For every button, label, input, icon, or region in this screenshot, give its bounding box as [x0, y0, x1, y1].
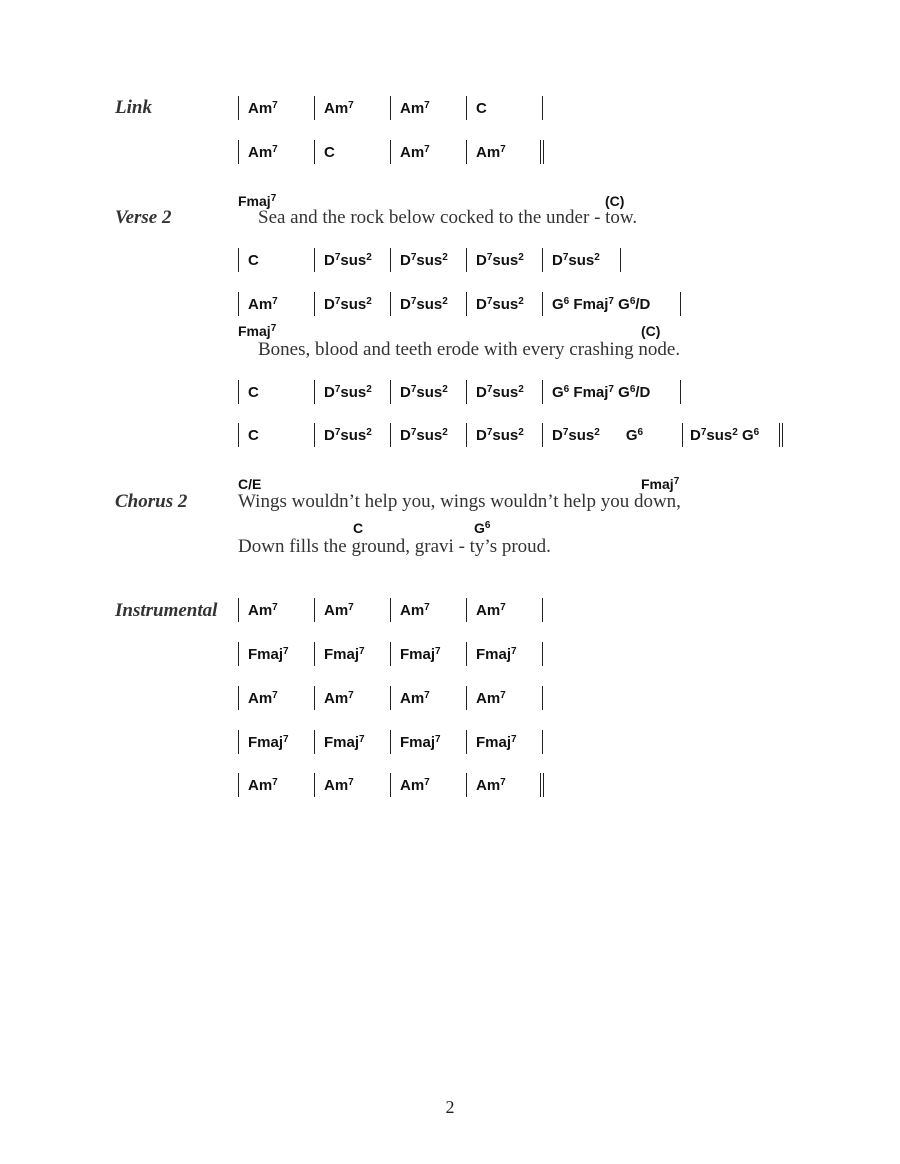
barline: [466, 96, 467, 120]
barline: [390, 730, 391, 754]
chord: C: [248, 252, 259, 269]
barline: [390, 686, 391, 710]
chord: Am$^7$: [324, 690, 354, 707]
lyric-chord-fmaj7: Fmaj$^7$: [238, 323, 277, 339]
chord: Am$^7$: [476, 144, 506, 161]
barline: [238, 773, 239, 797]
lyric-chord-c-optional: (C): [605, 193, 625, 209]
barline: [390, 423, 391, 447]
barline: [390, 96, 391, 120]
barline: [238, 686, 239, 710]
barline: [542, 380, 543, 404]
chord: C: [248, 384, 259, 401]
barline: [314, 248, 315, 272]
barline: [466, 598, 467, 622]
chord: $D^7sus^2$: [324, 252, 372, 269]
instrumental-chord-row-1: [0, 598, 900, 626]
barline: [390, 292, 391, 316]
barline: [314, 773, 315, 797]
barline: [238, 248, 239, 272]
barline: [238, 380, 239, 404]
chord: C: [324, 144, 335, 161]
barline: [466, 642, 467, 666]
barline: [542, 96, 543, 120]
page-number: 2: [445, 1097, 455, 1117]
barline: [466, 730, 467, 754]
lyric-line: Bones, blood and teeth erode with every crashing node.: [258, 339, 681, 360]
chord: $D^7sus^2$ $G^6$: [690, 427, 760, 444]
lyric-line: Wings wouldn’t help you, wings wouldn’t help you down,: [238, 491, 681, 512]
chord: Fmaj$^7$: [248, 734, 289, 751]
instrumental-chord-row-2: [0, 642, 900, 670]
final-double-barline: [540, 773, 544, 797]
chord: Am$^7$: [248, 296, 278, 313]
chord: Am$^7$: [248, 777, 278, 794]
barline: [314, 730, 315, 754]
barline: [238, 598, 239, 622]
lyric-line: Sea and the rock below cocked to the under - tow.: [258, 207, 638, 228]
barline: [238, 642, 239, 666]
chord: $D^7sus^2$: [324, 296, 372, 313]
barline: [542, 598, 543, 622]
chord: $D^7sus^2$: [324, 427, 372, 444]
barline: [466, 686, 467, 710]
barline: [238, 140, 239, 164]
barline: [238, 730, 239, 754]
chord: Am$^7$: [248, 100, 278, 117]
chord: Am$^7$: [476, 690, 506, 707]
barline: [466, 248, 467, 272]
section-label-chorus-2: Chorus 2: [115, 491, 188, 512]
barline: [390, 248, 391, 272]
barline: [542, 423, 543, 447]
chord: Am$^7$: [400, 144, 430, 161]
barline: [390, 380, 391, 404]
chord: Am$^7$: [476, 777, 506, 794]
instrumental-chord-row-3: [0, 686, 900, 714]
barline: [542, 686, 543, 710]
chord: Fmaj$^7$: [400, 646, 441, 663]
chord: Am$^7$: [248, 144, 278, 161]
barline: [314, 96, 315, 120]
chord: Am$^7$: [400, 100, 430, 117]
chord: $D^7sus^2$: [400, 296, 448, 313]
barline: [466, 773, 467, 797]
barline: [238, 292, 239, 316]
barline: [542, 730, 543, 754]
verse2-chord-row-1: [0, 248, 900, 276]
barline: [390, 140, 391, 164]
chord: Am$^7$: [476, 602, 506, 619]
chord: $D^7sus^2$: [476, 296, 524, 313]
chord: Am$^7$: [324, 100, 354, 117]
chord: $D^7sus^2$: [400, 427, 448, 444]
barline: [466, 380, 467, 404]
barline: [542, 292, 543, 316]
chord: $D^7sus^2$: [476, 252, 524, 269]
lyric-chord-fmaj7: Fmaj$^7$: [641, 476, 680, 492]
lyric-chord-fmaj7: Fmaj$^7$: [238, 193, 277, 209]
barline: [680, 292, 681, 316]
barline: [314, 686, 315, 710]
chord: Fmaj$^7$: [324, 734, 365, 751]
section-label-link: Link: [115, 97, 152, 118]
verse2-chord-row-3: [0, 380, 900, 408]
chord: $G^6$ Fmaj$^7$ $G^6/D$: [552, 296, 651, 313]
barline: [238, 423, 239, 447]
chord: $G^6$ Fmaj$^7$ $G^6/D$: [552, 384, 651, 401]
lyric-line: Down fills the ground, gravi - ty’s proud.: [238, 536, 551, 557]
chord: Am$^7$: [248, 602, 278, 619]
chord: Am$^7$: [248, 690, 278, 707]
barline: [682, 423, 683, 447]
chord: C: [248, 427, 259, 444]
chord: $D^7sus^2$: [476, 384, 524, 401]
barline: [466, 423, 467, 447]
link-chord-row-2: [0, 140, 900, 168]
chord: Am$^7$: [324, 777, 354, 794]
chord: Fmaj$^7$: [476, 734, 517, 751]
barline: [466, 292, 467, 316]
barline: [238, 96, 239, 120]
chord: $D^7sus^2$: [324, 384, 372, 401]
barline: [466, 140, 467, 164]
section-label-verse-2: Verse 2: [115, 207, 172, 228]
lyric-chord-c-over-e: C/E: [238, 476, 262, 492]
barline: [542, 642, 543, 666]
chord: Fmaj$^7$: [248, 646, 289, 663]
chord: $D^7sus^2$: [552, 252, 600, 269]
lyric-chord-g6: $G^6$: [474, 520, 491, 536]
final-double-barline: [540, 140, 544, 164]
barline: [314, 380, 315, 404]
lyric-chord-c: C: [353, 520, 364, 536]
chord: Am$^7$: [400, 690, 430, 707]
link-chord-row-1: [0, 96, 900, 124]
chord: Am$^7$: [400, 602, 430, 619]
chord: Am$^7$: [400, 777, 430, 794]
final-double-barline: [779, 423, 783, 447]
chord: Fmaj$^7$: [400, 734, 441, 751]
barline: [542, 248, 543, 272]
instrumental-chord-row-4: [0, 730, 900, 758]
barline: [390, 773, 391, 797]
lyric-chord-c-optional: (C): [641, 323, 661, 339]
verse2-chord-row-2: [0, 292, 900, 320]
barline: [314, 292, 315, 316]
barline: [620, 248, 621, 272]
chord: $D^7sus^2$: [400, 252, 448, 269]
chord: C: [476, 100, 487, 117]
barline: [680, 380, 681, 404]
instrumental-chord-row-5: [0, 773, 900, 801]
barline: [390, 642, 391, 666]
chord: Am$^7$: [324, 602, 354, 619]
barline: [314, 642, 315, 666]
barline: [314, 140, 315, 164]
verse2-chord-row-4: [0, 423, 900, 451]
chord: $D^7sus^2$: [476, 427, 524, 444]
chord: $D^7sus^2$ $G^6$: [552, 427, 644, 444]
chord: Fmaj$^7$: [324, 646, 365, 663]
section-label-instrumental: Instrumental: [115, 600, 218, 621]
barline: [314, 598, 315, 622]
barline: [390, 598, 391, 622]
chord: Fmaj$^7$: [476, 646, 517, 663]
barline: [314, 423, 315, 447]
chord: $D^7sus^2$: [400, 384, 448, 401]
